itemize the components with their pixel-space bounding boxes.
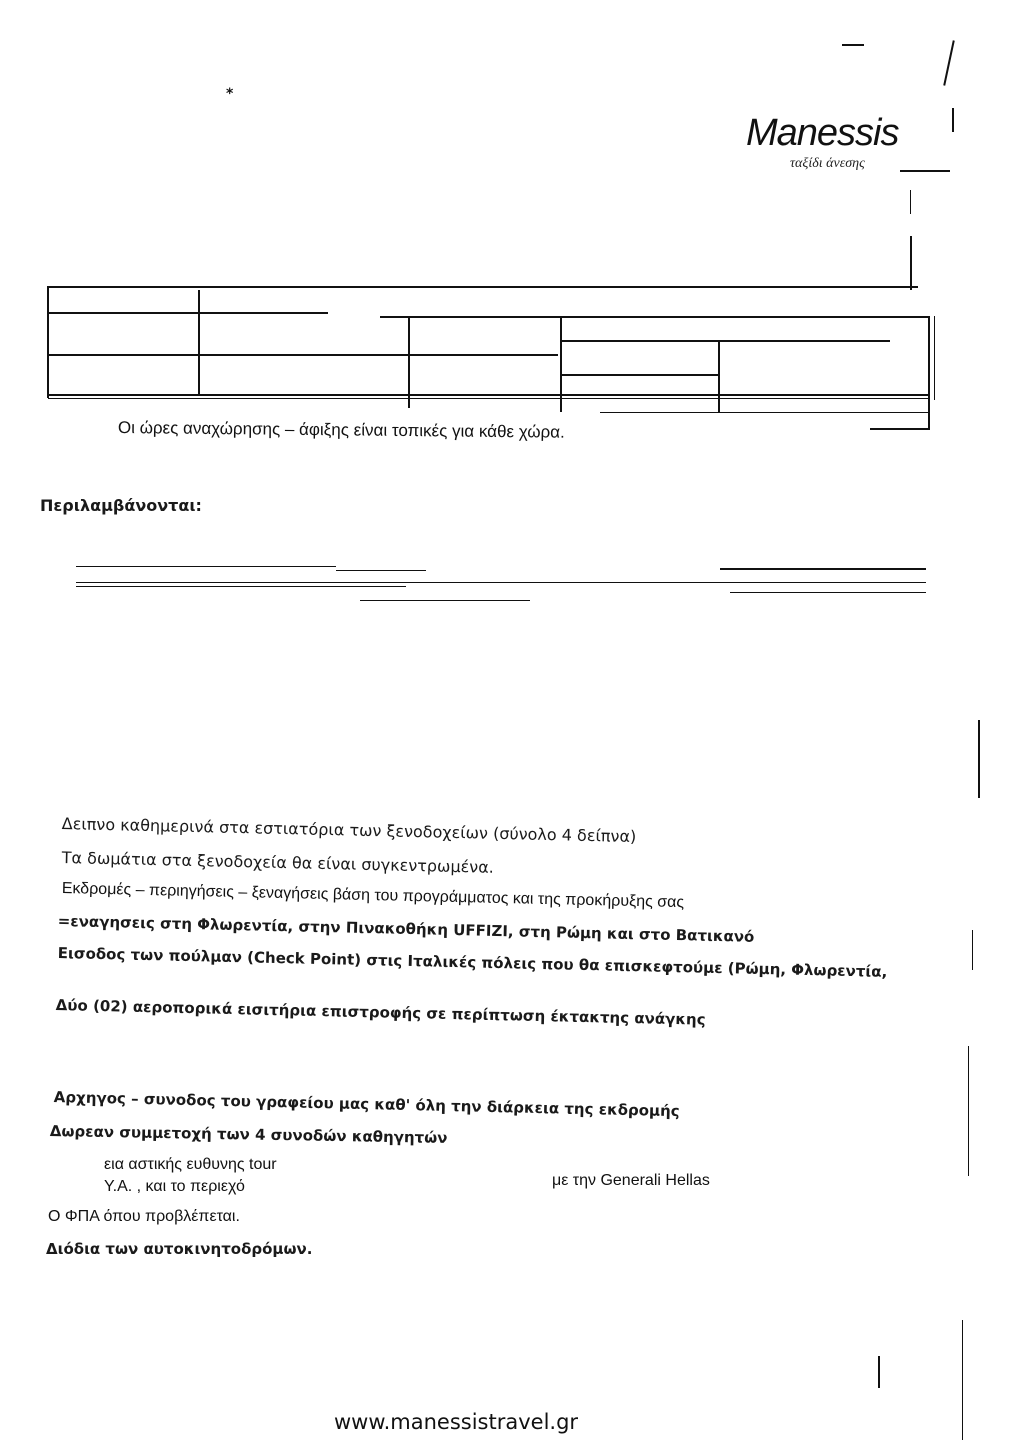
include-item-rooms: Τα δωμάτια στα ξενοδοχεία θα είναι συγκεντρωμένα. [61,848,495,877]
local-times-note: Οι ώρες αναχώρησης – άφιξης είναι τοπικές για κάθε χώρα. [117,418,565,442]
include-item-tour-leader: Αρχηγος – συνοδος του γραφείου μας καθ' όλη την διάρκεια της εκδρομής [53,1088,680,1121]
scan-artifact [978,720,980,798]
scan-artifact [910,190,911,214]
logo-tagline: ταξίδι άνεσης [790,156,865,171]
website-url: www.manessistravel.gr [334,1410,579,1434]
include-item-free-teachers: Δωρεαν συμμετοχή των 4 συνοδών καθηγητών [49,1122,448,1147]
scan-artifact [910,236,912,290]
include-item-vat: Ο ΦΠΑ όπου προβλέπεται. [48,1208,240,1225]
include-item-coach-entry: Εισοδος των πούλμαν (Check Point) στις Ιταλικές πόλεις που θα επισκεφτούμε (Ρώμη, Φλωρεντία, [57,944,888,981]
include-item-air-tickets: Δύο (02) αεροπορικά εισιτήρια επιστροφής σε περίπτωση έκτακτης ανάγκης [55,996,706,1029]
logo-rule [952,108,954,132]
scan-artifact [972,930,973,970]
include-item-excursions: Εκδρομές – περιηγήσεις – ξεναγήσεις βάση του προγράμματος και της προκήρυξης σας [61,880,685,912]
scan-mark: * [226,86,234,102]
scan-artifact [943,40,955,85]
include-item-tolls: Διόδια των αυτοκινητοδρόμων. [46,1240,313,1258]
scan-artifact [842,44,864,46]
include-item-guided-tours: =εναγησεις στη Φλωρεντία, στην Πινακοθήκη UFFIZI, στη Ρώμη και στο Βατικανό [57,912,755,946]
logo-rule [900,170,950,172]
include-item-generali: με την Generali Hellas [552,1172,710,1189]
include-item-ya: Υ.Α. , και το περιεχό [104,1178,245,1195]
include-item-dinner: Δειπνο καθημερινά στα εστιατόρια των ξενοδοχείων (σύνολο 4 δείπνα) [61,814,637,847]
scan-artifact [962,1320,963,1440]
scan-artifact [878,1356,880,1388]
include-item-liability: εια αστικής ευθυνης tour [104,1156,277,1173]
logo-name: Manessis [746,112,899,154]
scan-artifact [968,1046,969,1176]
includes-heading: Περιλαμβάνονται: [40,496,202,515]
